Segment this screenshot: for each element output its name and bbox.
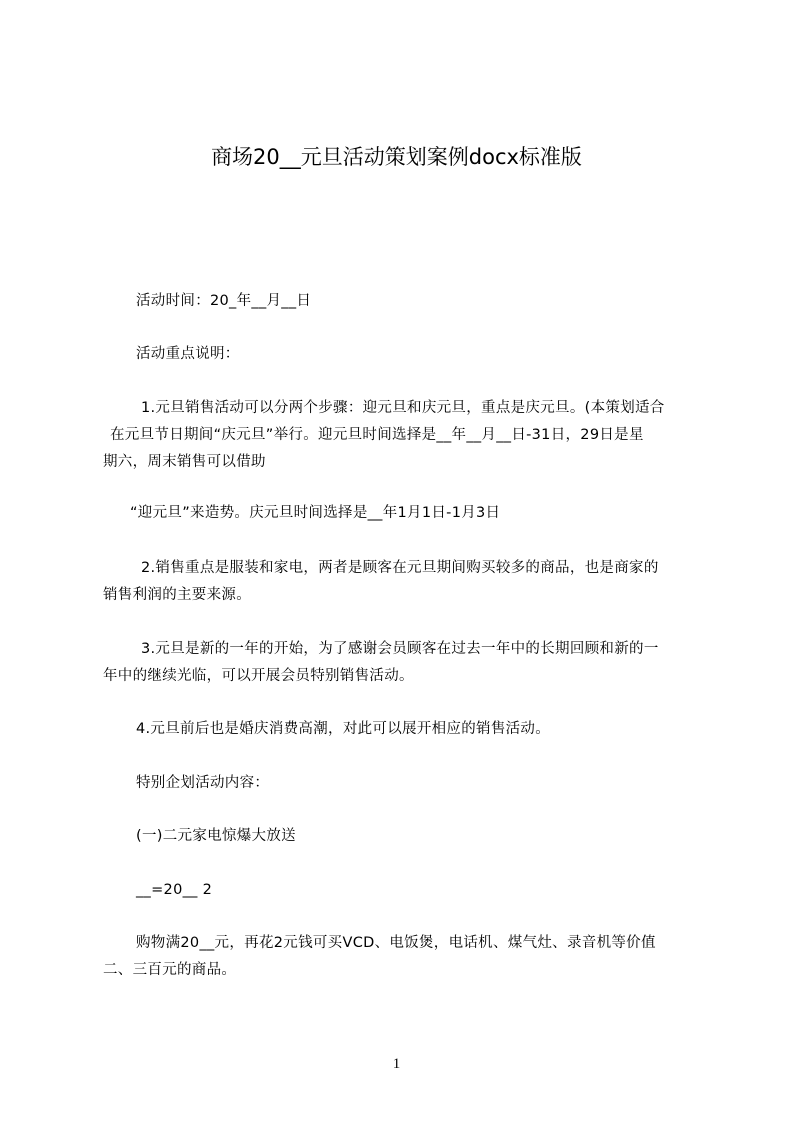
section-1-heading: (一)二元家电惊爆大放送 — [136, 828, 296, 844]
point-2-line-1: 2.销售重点是服装和家电，两者是顾客在元旦期间购买较多的商品，也是商家的 — [141, 560, 659, 576]
promo-line-1: 购物满20__元，再花2元钱可买VCD、电饭煲，电话机、煤气灶、录音机等价值 — [136, 935, 656, 951]
point-1-line-3: 期六，周末销售可以借助 — [103, 454, 266, 470]
point-2-line-2: 销售利润的主要来源。 — [103, 587, 251, 603]
promo-line-2: 二、三百元的商品。 — [103, 962, 237, 978]
welcome-newyear-line: “迎元旦”来造势。庆元旦时间选择是__年1月1日-1月3日 — [130, 505, 501, 521]
activity-time-line: 活动时间：20_年__月__日 — [136, 293, 312, 309]
point-1-line-1: 1.元旦销售活动可以分两个步骤：迎元旦和庆元旦，重点是庆元旦。(本策划适合 — [141, 400, 665, 416]
point-3-line-2: 年中的继续光临，可以开展会员特别销售活动。 — [103, 668, 414, 684]
point-4-line: 4.元旦前后也是婚庆消费高潮，对此可以展开相应的销售活动。 — [136, 721, 551, 737]
point-3-line-1: 3.元旦是新的一年的开始，为了感谢会员顾客在过去一年中的长期回顾和新的一 — [141, 641, 659, 657]
document-title: 商场20__元旦活动策划案例docx标准版 — [211, 145, 582, 169]
point-1-line-2: 在元旦节日期间“庆元旦”举行。迎元旦时间选择是__年__月__日-31日，29日是星 — [110, 427, 644, 443]
key-points-heading: 活动重点说明： — [136, 346, 240, 362]
formula-line: __=20__ 2 — [136, 882, 213, 898]
page-number: 1 — [392, 1056, 401, 1072]
special-plan-heading: 特别企划活动内容： — [136, 775, 270, 791]
